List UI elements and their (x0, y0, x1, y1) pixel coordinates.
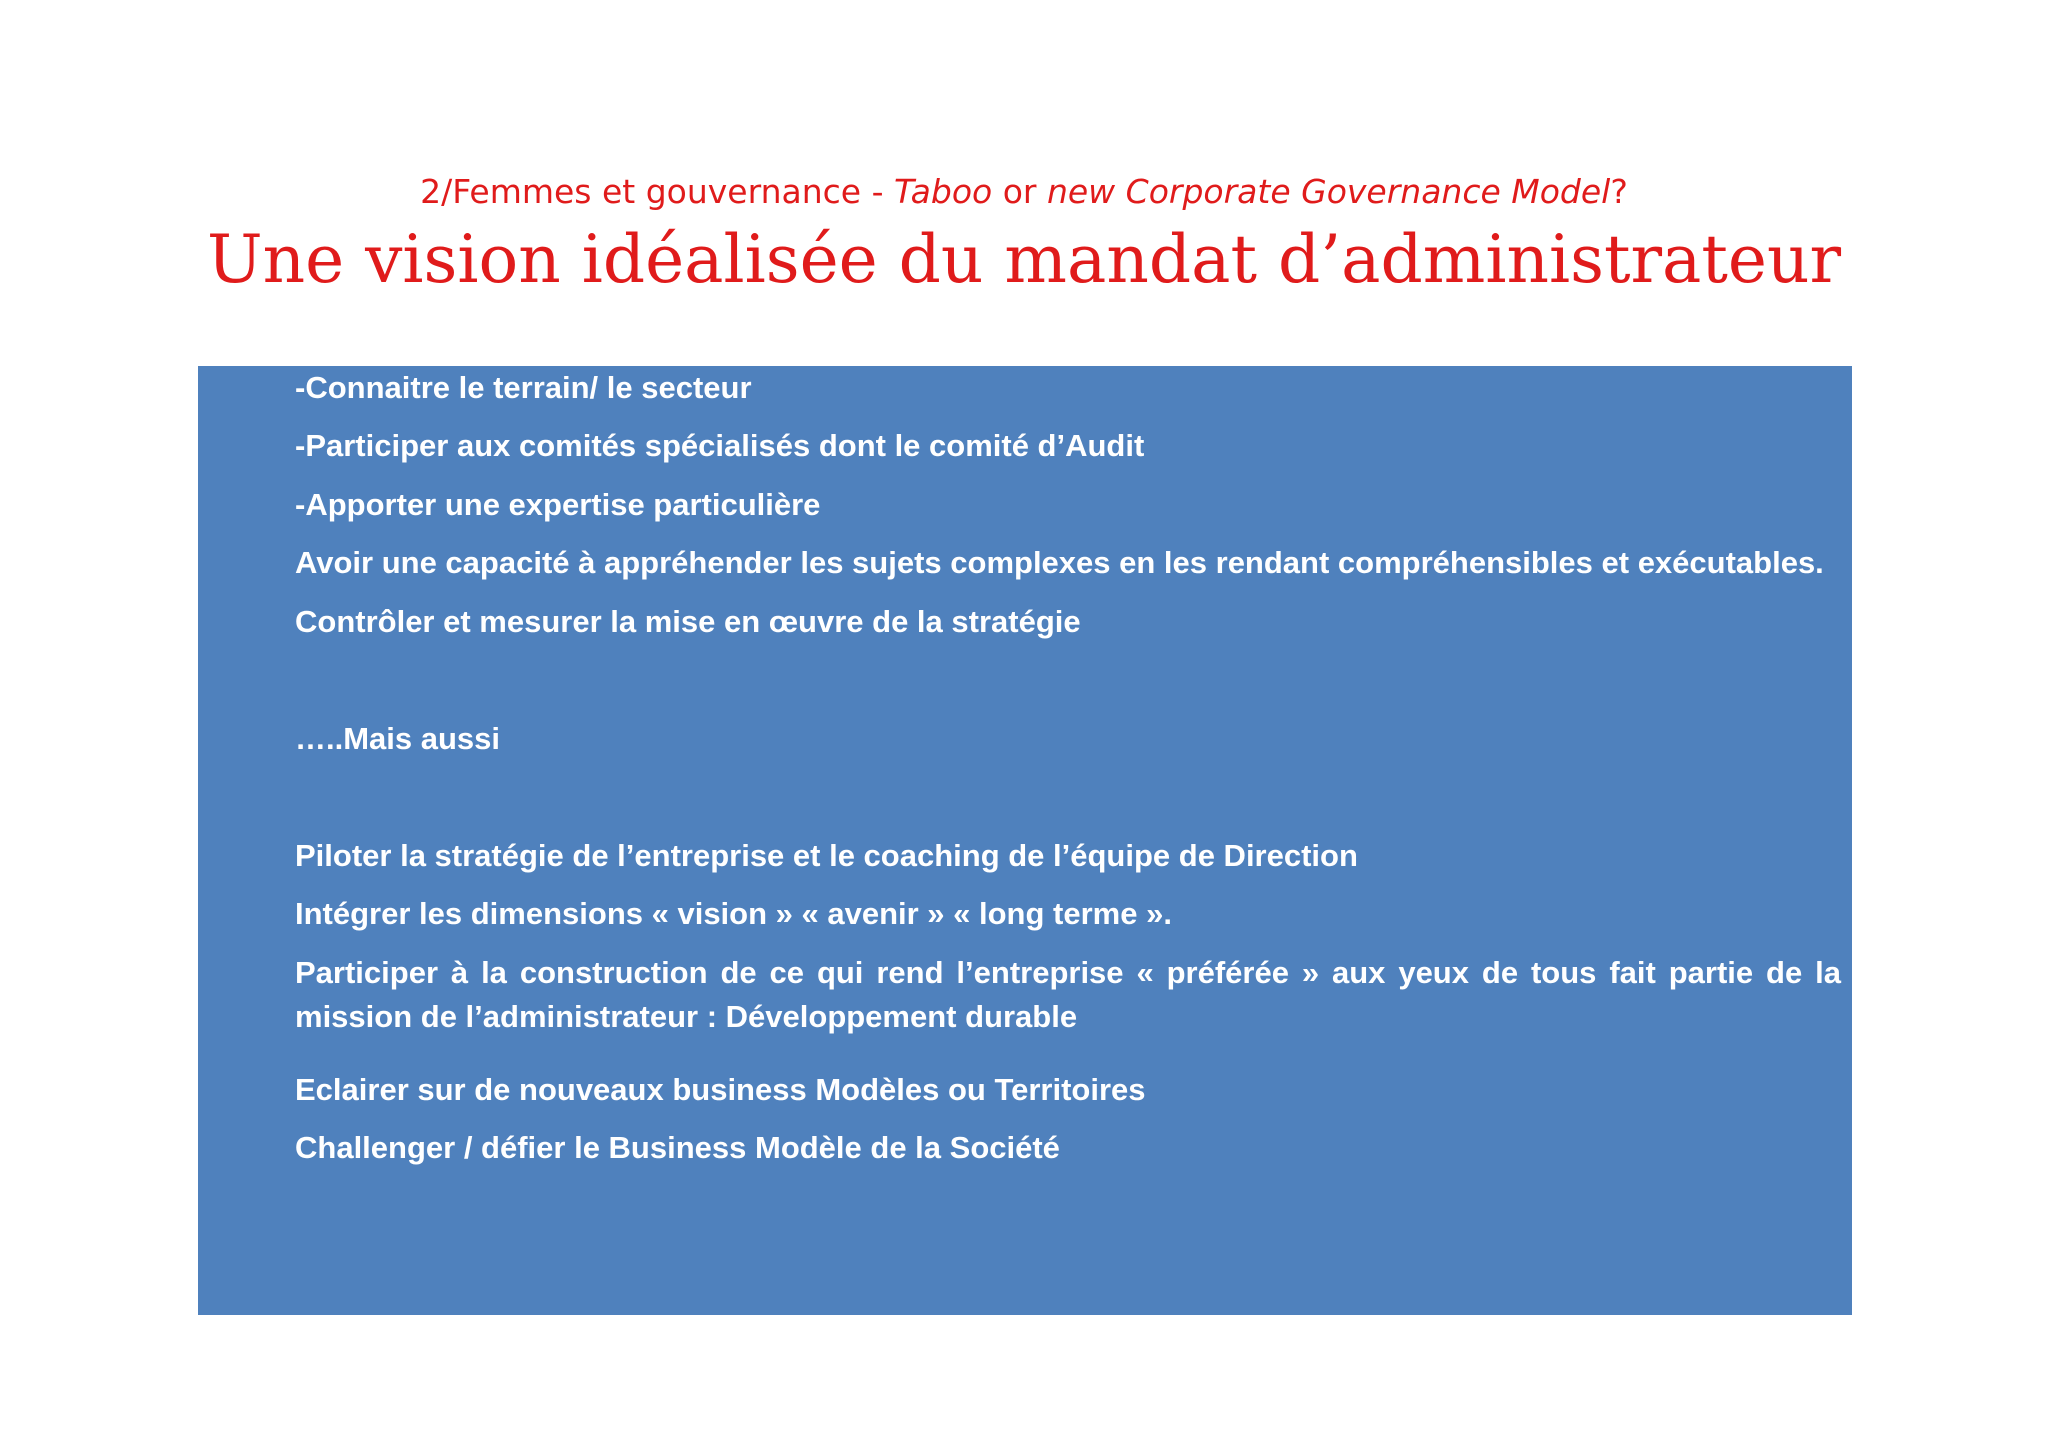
slide-subtitle (0, 168, 2048, 216)
list-item: -Apporter une expertise particulière (295, 487, 821, 522)
list-item: Eclairer sur de nouveaux business Modèles ou Territoires (295, 1072, 1146, 1107)
subtitle-taboo: Taboo (893, 172, 993, 211)
list-item: Contrôler et mesurer la mise en œuvre de la stratégie (295, 604, 1081, 639)
subtitle-prefix: 2/Femmes et gouvernance - (420, 172, 894, 211)
subtitle-model: new Corporate Governance Model (1046, 172, 1611, 211)
subtitle-or: or (992, 172, 1047, 211)
list-item: -Participer aux comités spécialisés dont le comité d’Audit (295, 428, 1145, 463)
list-item: …..Mais aussi (295, 721, 501, 756)
slide-title: Une vision idéalisée du mandat d’administrateur (206, 221, 1842, 298)
subtitle-suffix: ? (1610, 172, 1628, 211)
list-item: Intégrer les dimensions « vision » « avenir » « long terme ». (295, 896, 1172, 931)
list-item: Participer à la construction de ce qui rend l’entreprise « préférée » aux yeux de tous fait partie de la mission de l’administrateur : Développement durable (295, 955, 1841, 1034)
list-item: Challenger / défier le Business Modèle de la Société (295, 1130, 1060, 1165)
list-item: Avoir une capacité à appréhender les sujets complexes en les rendant compréhensibles et exécutables. (295, 545, 1824, 580)
list-item: -Connaitre le terrain/ le secteur (295, 370, 752, 405)
list-item: Piloter la stratégie de l’entreprise et le coaching de l’équipe de Direction (295, 838, 1358, 873)
